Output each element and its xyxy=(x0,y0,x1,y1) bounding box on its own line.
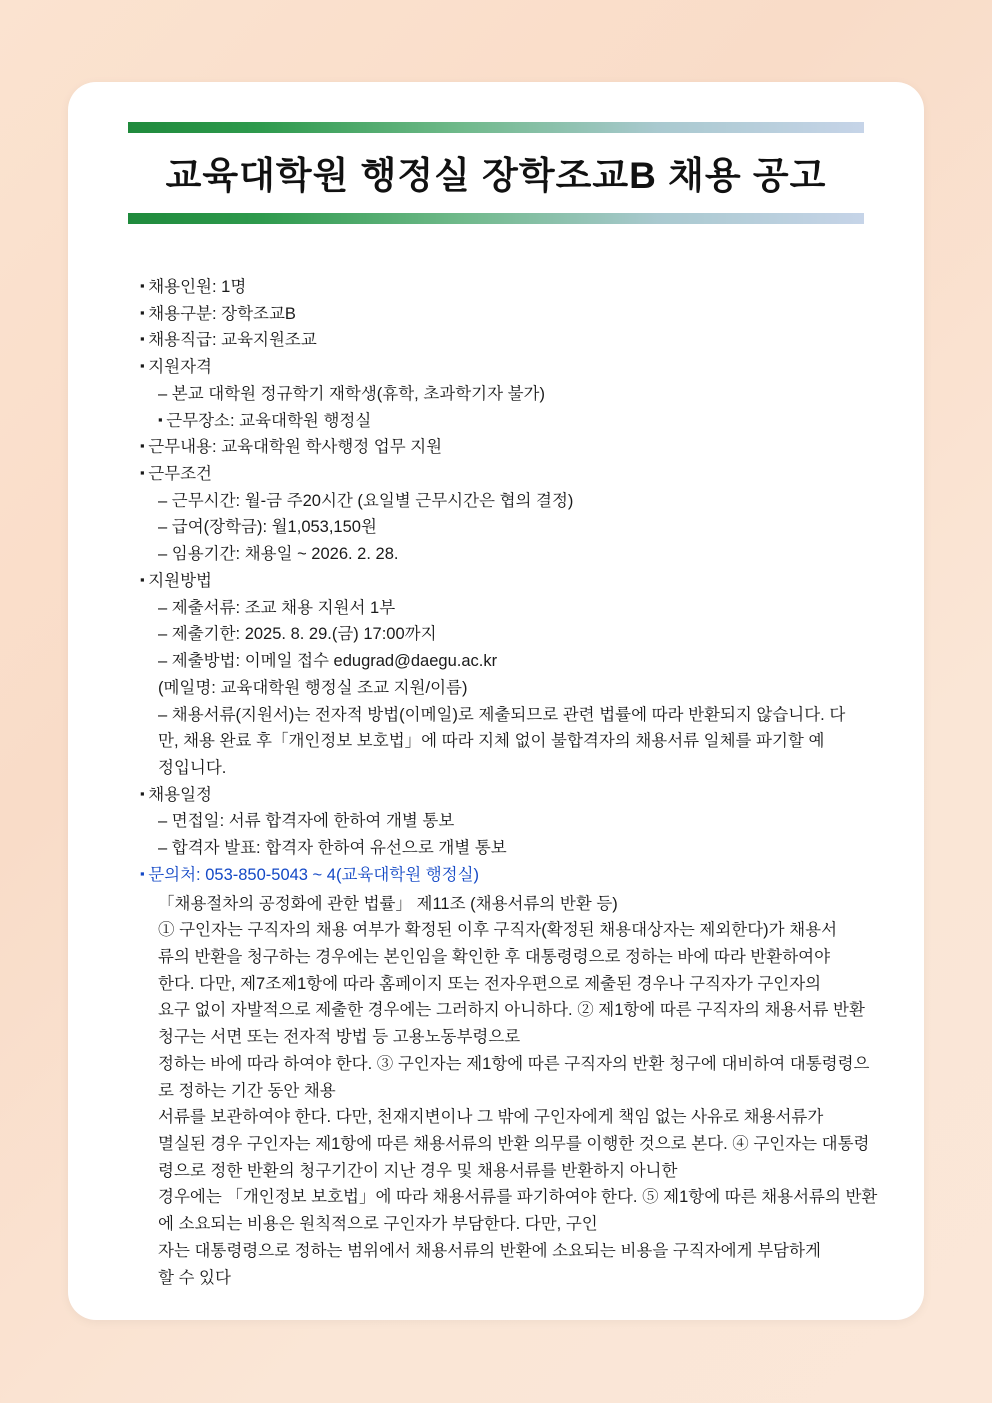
body-line: – 면접일: 서류 합격자에 한하여 개별 통보 xyxy=(128,808,888,835)
title-rule-top xyxy=(128,122,864,133)
law-line: 령으로 정한 반환의 청구기간이 지난 경우 및 채용서류를 반환하지 아니한 xyxy=(158,1161,678,1180)
body-line: ▪ 근무내용: 교육대학원 학사행정 업무 지원 xyxy=(128,434,888,461)
page-title: 교육대학원 행정실 장학조교B 채용 공고 xyxy=(165,155,827,196)
body-line: – 제출서류: 조교 채용 지원서 1부 xyxy=(128,595,888,622)
announcement-card xyxy=(68,82,924,1320)
law-line: 에 소요되는 비용은 원칙적으로 구인자가 부담한다. 다만, 구인 xyxy=(158,1215,598,1234)
body-line: ▪ 채용구분: 장학조교B xyxy=(128,301,888,328)
body-line: ▪ 지원자격 xyxy=(128,354,888,381)
law-line: 멸실된 경우 구인자는 제1항에 따른 채용서류의 반환 의무를 이행한 것으로 본다. ④ 구인자는 대통령 xyxy=(158,1135,870,1153)
contact-line: ▪ 문의처: 053-850-5043 ~ 4(교육대학원 행정실) xyxy=(128,862,888,889)
body-line: ▪ 채용일정 xyxy=(128,782,888,809)
law-section xyxy=(128,891,888,1292)
body-line: – 합격자 발표: 합격자 한하여 유선으로 개별 통보 xyxy=(128,835,888,862)
title-block xyxy=(128,122,864,224)
law-line: 정하는 바에 따라 하여야 한다. ③ 구인자는 제1항에 따른 구직자의 반환 청구에 대비하여 대통령령으 xyxy=(158,1054,870,1073)
body-line: – 채용서류(지원서)는 전자적 방법(이메일)로 제출되므로 관련 법률에 따라 반환되지 않습니다. 다 xyxy=(128,702,888,729)
law-line: 요구 없이 자발적으로 제출한 경우에는 그러하지 아니하다. ② 제1항에 따른 구직자의 채용서류 반환 xyxy=(158,1001,865,1020)
law-line: ① 구인자는 구직자의 채용 여부가 확정된 이후 구직자(확정된 채용대상자는 제외한다)가 채용서 xyxy=(158,921,838,940)
body-line: ▪ 채용인원: 1명 xyxy=(128,274,888,301)
body-line: – 근무시간: 월-금 주20시간 (요일별 근무시간은 협의 결정) xyxy=(128,488,888,515)
body-line: – 본교 대학원 정규학기 재학생(휴학, 초과학기자 불가) xyxy=(128,381,888,408)
title-rule-bottom xyxy=(128,213,864,224)
body-line: (메일명: 교육대학원 행정실 조교 지원/이름) xyxy=(158,678,468,697)
law-line: 자는 대통령령으로 정하는 범위에서 채용서류의 반환에 소요되는 비용을 구직자에게 부담하게 xyxy=(158,1241,821,1260)
law-line-list xyxy=(146,917,888,1291)
law-line: 한다. 다만, 제7조제1항에 따라 홈페이지 또는 전자우편으로 제출된 경우나 구직자가 구인자의 xyxy=(158,974,822,993)
body-line: – 임용기간: 채용일 ~ 2026. 2. 28. xyxy=(128,541,888,568)
body-line: ▪ 근무조건 xyxy=(128,461,888,488)
body-line: 만, 채용 완료 후「개인정보 보호법」에 따라 지체 없이 불합격자의 채용서류 일체를 파기할 예 xyxy=(158,732,825,751)
body-line: – 제출기한: 2025. 8. 29.(금) 17:00까지 xyxy=(128,621,888,648)
law-line: 할 수 있다 xyxy=(158,1268,231,1287)
law-line: 로 정하는 기간 동안 채용 xyxy=(158,1081,336,1100)
announcement-body xyxy=(128,274,888,1291)
law-line: 류의 반환을 청구하는 경우에는 본인임을 확인한 후 대통령령으로 정하는 바에 따라 반환하여야 xyxy=(158,947,831,966)
law-line: 청구는 서면 또는 전자적 방법 등 고용노동부령으로 xyxy=(158,1028,521,1047)
body-line: 정입니다. xyxy=(158,758,227,777)
body-line: – 제출방법: 이메일 접수 edugrad@daegu.ac.kr xyxy=(128,648,888,675)
body-line: – 급여(장학금): 월1,053,150원 xyxy=(128,514,888,541)
body-line-list xyxy=(128,274,888,889)
law-line: 경우에는 「개인정보 보호법」에 따라 채용서류를 파기하여야 한다. ⑤ 제1항에 따른 채용서류의 반환 xyxy=(158,1188,878,1207)
body-line: ▪ 채용직급: 교육지원조교 xyxy=(128,327,888,354)
law-line: 서류를 보관하여야 한다. 다만, 천재지변이나 그 밖에 구인자에게 책임 없는 사유로 채용서류가 xyxy=(158,1108,824,1127)
law-heading: 「채용절차의 공정화에 관한 법률」 제11조 (채용서류의 반환 등) xyxy=(158,894,618,913)
body-line: ▪ 근무장소: 교육대학원 행정실 xyxy=(128,408,888,435)
body-line: ▪ 지원방법 xyxy=(128,568,888,595)
